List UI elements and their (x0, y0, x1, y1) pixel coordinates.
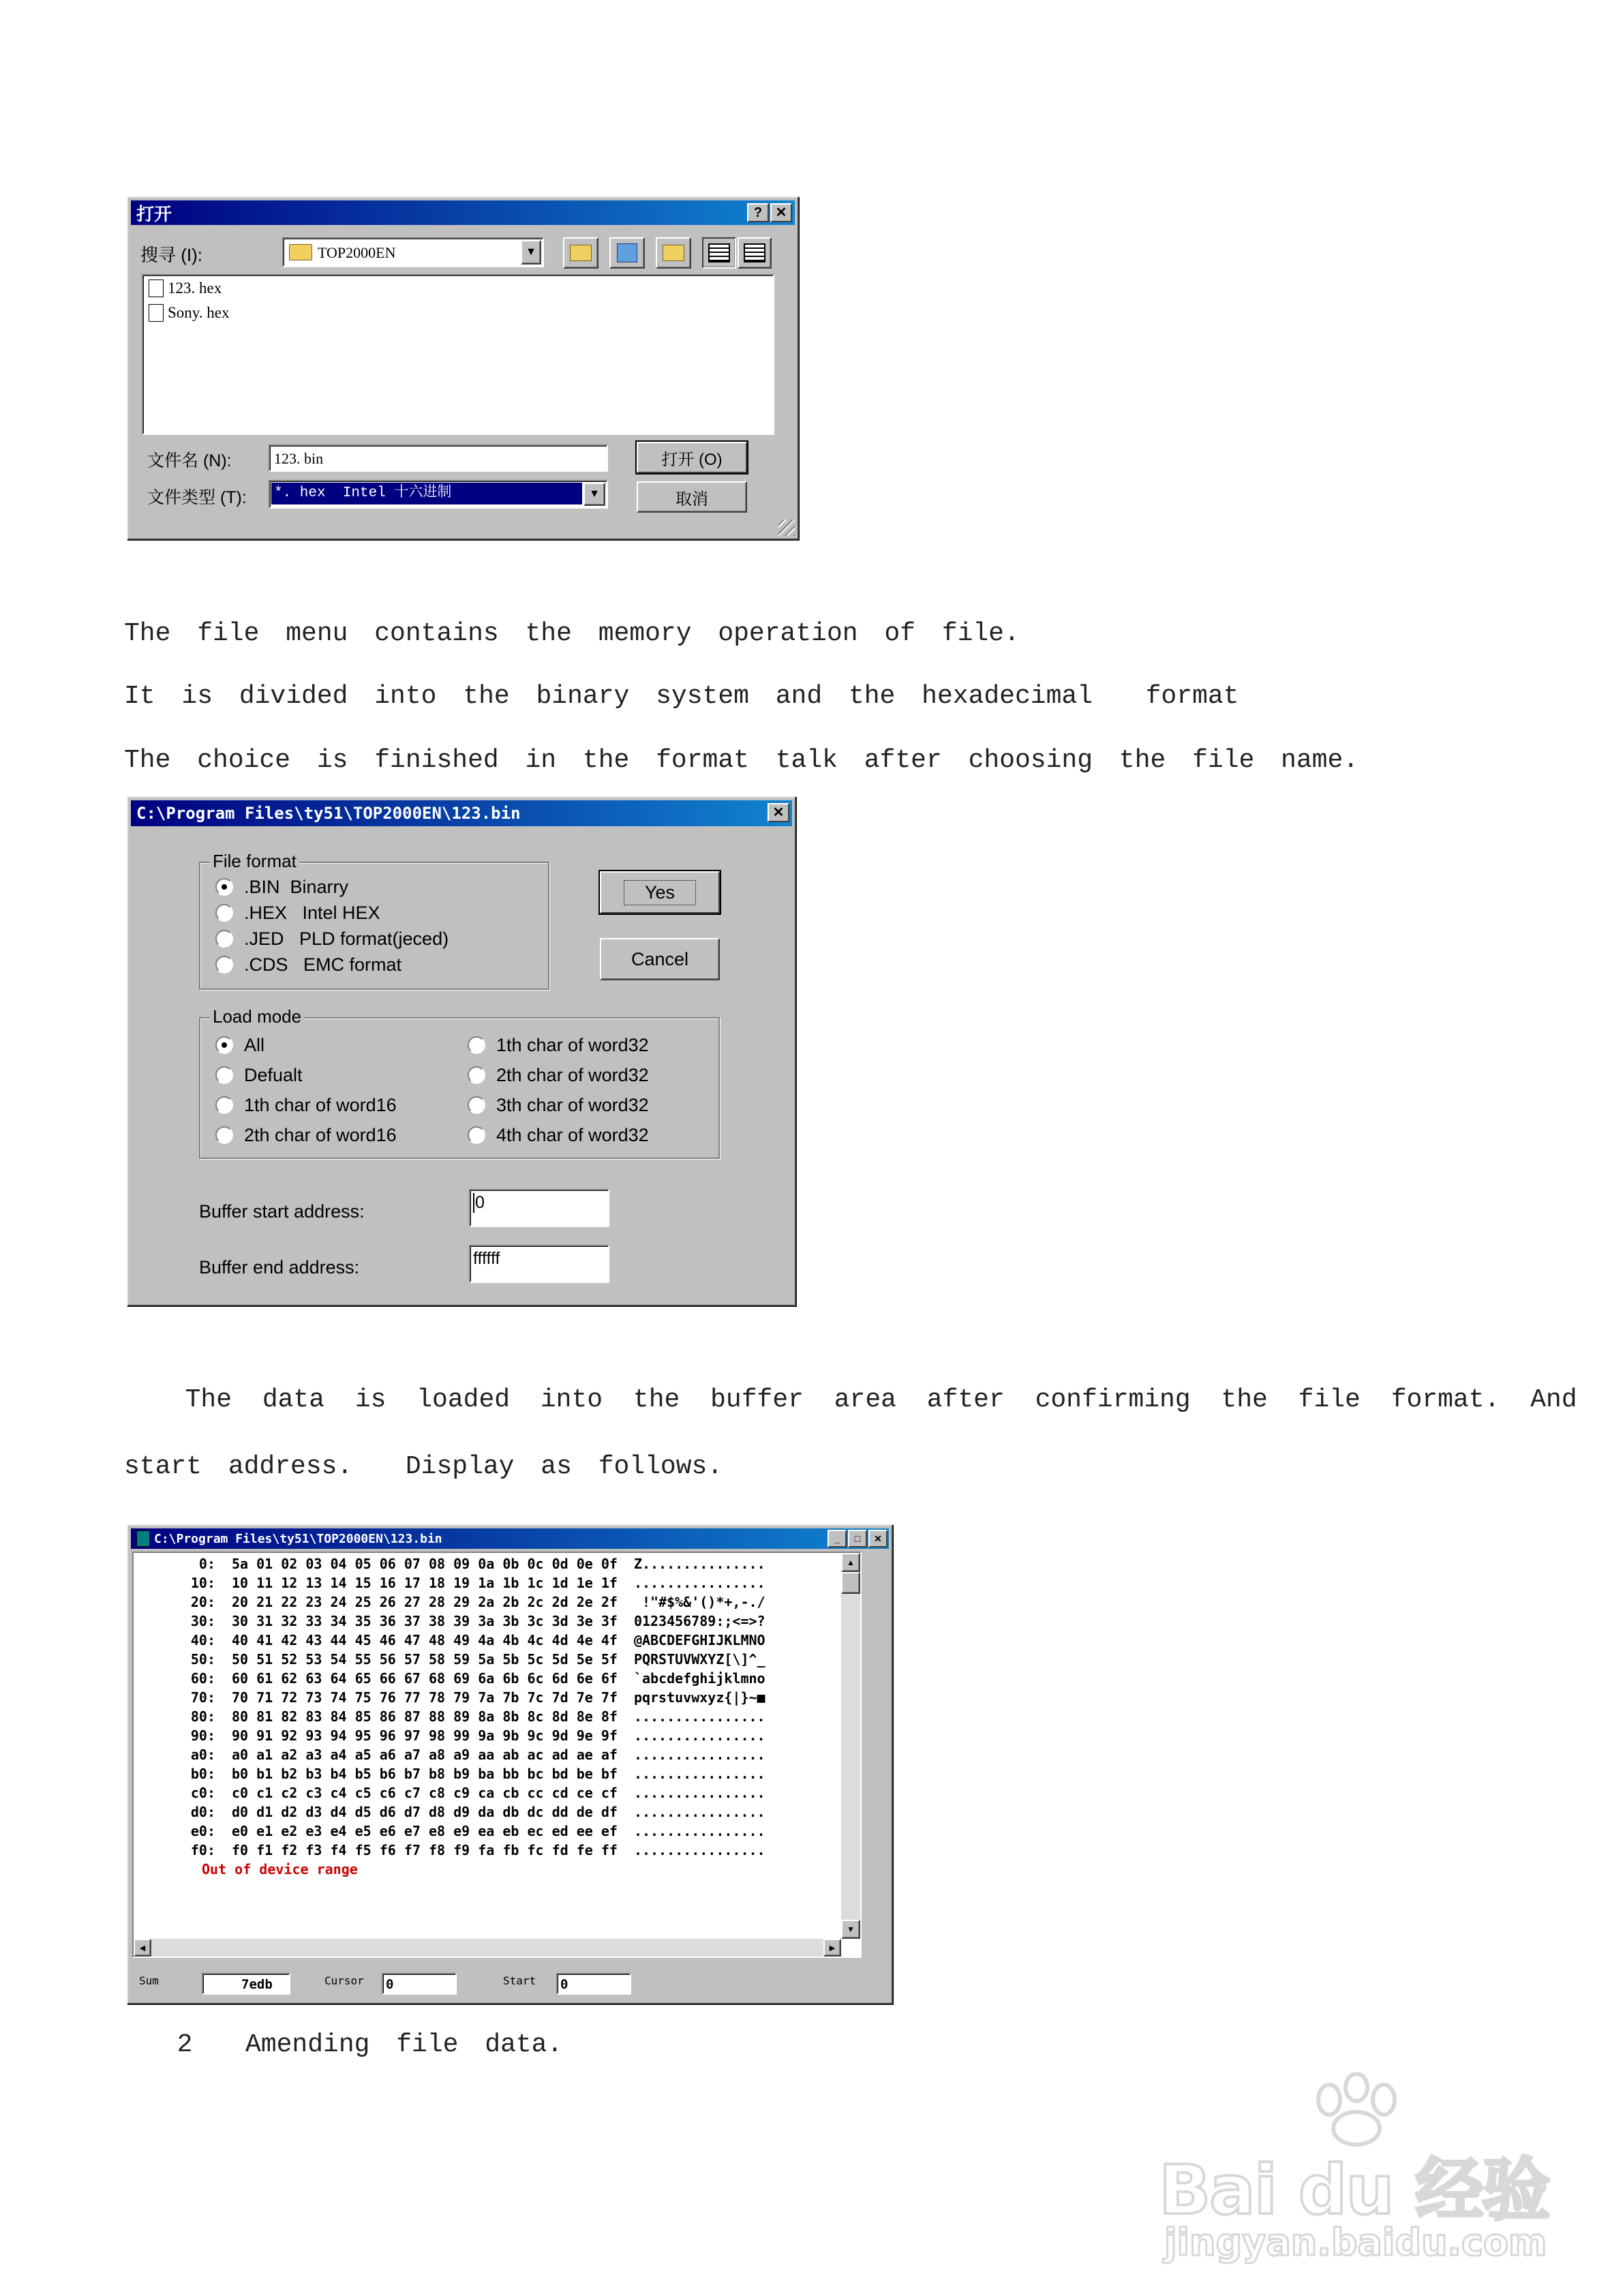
table-row[interactable] (147, 1804, 765, 1820)
hex-ascii: ................ (633, 1747, 765, 1763)
cancel-button-label: Cancel (631, 948, 689, 969)
help-icon: ? (753, 205, 763, 220)
hex-bytes: 60 61 62 63 64 65 66 67 68 69 6a 6b 6c 6d 6e 6f (232, 1670, 618, 1687)
hex-address: 0: (198, 1556, 215, 1572)
radio-3th-word32-label: 3th char of word32 (496, 1095, 649, 1115)
resize-grip-icon[interactable] (778, 519, 795, 536)
scroll-left-button[interactable] (134, 1939, 151, 1957)
hex-address: a0: (190, 1747, 215, 1763)
status-start-label: Start (503, 1974, 536, 1987)
up-folder-icon (570, 245, 592, 261)
out-of-range-message: Out of device range (202, 1861, 358, 1877)
status-cursor-label: Cursor (324, 1974, 364, 1987)
hex-content-area[interactable] (132, 1552, 862, 1958)
hex-bytes: 40 41 42 43 44 45 46 47 48 49 4a 4b 4c 4d 4e 4f (232, 1632, 618, 1648)
scroll-down-button[interactable] (841, 1920, 860, 1939)
file-name: Sony. hex (168, 304, 230, 321)
maximize-icon: □ (854, 1533, 861, 1544)
list-view-button[interactable] (702, 237, 736, 269)
filetype-value: *. hex Intel 十六进制 (271, 483, 582, 504)
table-row[interactable] (147, 1842, 765, 1858)
table-row[interactable] (147, 1689, 765, 1706)
chevron-right-icon: ▶ (829, 1944, 836, 1952)
hex-view-window (127, 1524, 893, 2004)
hex-ascii: ................ (633, 1727, 765, 1744)
hex-ascii: Z............... (633, 1556, 765, 1572)
hex-ascii: @ABCDEFGHIJKLMNO (633, 1632, 765, 1648)
hex-address: d0: (190, 1804, 215, 1820)
new-folder-icon (663, 245, 684, 261)
hex-bytes: 90 91 92 93 94 95 96 97 98 99 9a 9b 9c 9d 9e 9f (232, 1727, 618, 1744)
look-in-arrow-button[interactable] (521, 240, 541, 265)
radio-3th-word32[interactable] (468, 1096, 485, 1114)
watermark-brand: Bai du 经验 (1159, 2150, 1549, 2230)
hex-address: f0: (190, 1842, 215, 1858)
radio-all[interactable] (215, 1036, 233, 1054)
watermark-url: jingyan.baidu.com (1164, 2221, 1547, 2264)
hex-bytes: c0 c1 c2 c3 c4 c5 c6 c7 c8 c9 ca cb cc cd ce cf (232, 1785, 618, 1801)
table-row[interactable] (147, 1708, 765, 1725)
radio-1th-word32-label: 1th char of word32 (496, 1035, 649, 1055)
chevron-left-icon: ◀ (139, 1944, 146, 1952)
list-item[interactable] (149, 280, 222, 297)
chevron-down-icon: ▼ (847, 1924, 855, 1934)
yes-button-label: Yes (624, 881, 695, 905)
hex-address: 40: (190, 1632, 215, 1648)
format-dialog-title: C:\Program Files\ty51\TOP2000EN\123.bin (136, 804, 521, 823)
hex-ascii: ................ (633, 1804, 765, 1820)
buffer-end-label: Buffer end address: (199, 1257, 360, 1278)
open-dialog-title: 打开 (136, 203, 172, 224)
details-view-button[interactable] (738, 237, 772, 269)
help-button[interactable] (747, 203, 769, 222)
hex-address: c0: (190, 1785, 215, 1801)
table-row[interactable] (147, 1766, 765, 1782)
cancel-button[interactable] (637, 481, 747, 513)
hex-address: 60: (190, 1670, 215, 1687)
status-sum-label: Sum (139, 1974, 159, 1987)
hex-ascii: PQRSTUVWXYZ[\]^_ (633, 1651, 765, 1667)
radio-bin-label: .BIN Binarry (244, 877, 349, 897)
hex-bytes: f0 f1 f2 f3 f4 f5 f6 f7 f8 f9 fa fb fc fd fe ff (232, 1842, 618, 1858)
desktop-icon (617, 243, 637, 262)
table-row[interactable] (147, 1785, 765, 1801)
scroll-up-button[interactable] (841, 1553, 860, 1572)
radio-cds-label: .CDS EMC format (244, 954, 402, 975)
hex-ascii: ................ (633, 1823, 765, 1839)
status-sum-value: 7edb (241, 1977, 273, 1992)
hex-address: e0: (190, 1823, 215, 1839)
radio-default[interactable] (215, 1066, 233, 1084)
hex-ascii: ................ (633, 1766, 765, 1782)
table-row[interactable] (147, 1727, 765, 1744)
details-view-icon (744, 243, 765, 262)
hex-address: 80: (190, 1708, 215, 1725)
open-button-label: 打开 (O) (661, 450, 723, 469)
status-start-value: 0 (560, 1977, 568, 1992)
cancel-button[interactable] (600, 938, 720, 980)
radio-jed[interactable] (215, 930, 233, 948)
status-sum-field (202, 1973, 290, 1995)
minimize-icon: _ (834, 1533, 840, 1544)
radio-1th-word16[interactable] (215, 1096, 233, 1114)
radio-4th-word32[interactable] (468, 1126, 485, 1144)
hex-ascii: `abcdefghijklmno (633, 1670, 765, 1687)
hex-bytes: 80 81 82 83 84 85 86 87 88 89 8a 8b 8c 8d 8e 8f (232, 1708, 618, 1725)
buffer-end-input[interactable] (469, 1245, 609, 1283)
radio-default-label: Defualt (244, 1065, 303, 1085)
paragraph-amending: 2 Amending file data. (124, 2030, 563, 2059)
hex-ascii: ................ (633, 1842, 765, 1858)
filename-value: 123. bin (274, 450, 324, 467)
hex-window-titlebar (131, 1528, 889, 1549)
horizontal-scrollbar[interactable] (134, 1939, 841, 1957)
table-row[interactable] (147, 1670, 765, 1687)
look-in-value: TOP2000EN (318, 244, 396, 261)
table-row[interactable] (147, 1594, 765, 1610)
radio-all-label: All (244, 1035, 265, 1055)
table-row[interactable] (147, 1556, 765, 1572)
hex-address: 70: (190, 1689, 215, 1706)
look-in-dropdown[interactable] (282, 237, 544, 267)
paragraph-choice: The choice is finished in the format talk after choosing the file name. (124, 746, 1359, 775)
hex-ascii: 0123456789:;<=>? (633, 1613, 765, 1629)
hex-ascii: ................ (633, 1708, 765, 1725)
open-button[interactable] (637, 442, 747, 473)
radio-1th-word16-label: 1th char of word16 (244, 1095, 397, 1115)
filetype-dropdown[interactable] (269, 480, 608, 509)
hex-bytes: 5a 01 02 03 04 05 06 07 08 09 0a 0b 0c 0d 0e 0f (232, 1556, 618, 1572)
hex-address: 30: (190, 1613, 215, 1629)
radio-2th-word32[interactable] (468, 1066, 485, 1084)
close-button[interactable] (768, 803, 789, 822)
close-icon: ✕ (874, 1533, 882, 1544)
paragraph-file-menu: The file menu contains the memory operation of file. (124, 619, 1020, 648)
file-format-title: File format (210, 851, 299, 872)
cancel-button-label: 取消 (676, 489, 708, 509)
hex-address: b0: (190, 1766, 215, 1782)
minimize-button[interactable] (828, 1530, 847, 1547)
status-start-field (556, 1973, 631, 1995)
scroll-thumb[interactable] (841, 1572, 860, 1594)
maximize-button[interactable] (848, 1530, 867, 1547)
file-icon (149, 280, 164, 297)
look-in-label: 搜寻 (I): (140, 245, 202, 265)
hex-ascii: pqrstuvwxyz{|}~■ (633, 1689, 765, 1706)
open-dialog-titlebar (131, 200, 795, 225)
radio-4th-word32-label: 4th char of word32 (496, 1125, 649, 1145)
status-cursor-field (382, 1973, 457, 1995)
radio-2th-word16-label: 2th char of word16 (244, 1125, 397, 1145)
hex-window-title: C:\Program Files\ty51\TOP2000EN\123.bin (154, 1531, 442, 1546)
list-view-icon (708, 243, 730, 262)
scroll-right-button[interactable] (823, 1939, 841, 1957)
hex-bytes: 10 11 12 13 14 15 16 17 18 19 1a 1b 1c 1d 1e 1f (232, 1575, 618, 1591)
table-row[interactable] (147, 1575, 765, 1591)
buffer-start-input[interactable] (469, 1189, 609, 1227)
close-icon: ✕ (772, 805, 785, 820)
file-name: 123. hex (168, 280, 222, 297)
status-bar (132, 1967, 888, 2000)
radio-cds[interactable] (215, 956, 233, 973)
radio-2th-word32-label: 2th char of word32 (496, 1065, 649, 1085)
load-mode-group (199, 1006, 720, 1159)
radio-bin[interactable] (215, 878, 233, 896)
buffer-start-label: Buffer start address: (199, 1201, 365, 1222)
hex-address: 20: (190, 1594, 215, 1610)
table-row[interactable] (147, 1823, 765, 1839)
table-row[interactable] (147, 1613, 765, 1629)
hex-ascii: ................ (633, 1785, 765, 1801)
hex-bytes: 70 71 72 73 74 75 76 77 78 79 7a 7b 7c 7d 7e 7f (232, 1689, 618, 1706)
table-row[interactable] (147, 1632, 765, 1648)
hex-bytes: 20 21 22 23 24 25 26 27 28 29 2a 2b 2c 2d 2e 2f (232, 1594, 618, 1610)
file-format-group (199, 851, 549, 990)
buffer-end-value: ffffff (473, 1249, 500, 1268)
chevron-down-icon: ▼ (589, 488, 600, 500)
hex-ascii: !"#$%&'()*+,-./ (633, 1594, 765, 1610)
status-cursor-value: 0 (386, 1977, 394, 1992)
file-icon (149, 304, 164, 322)
baidu-watermark (1159, 2072, 1549, 2270)
load-mode-title: Load mode (210, 1006, 304, 1027)
chevron-up-icon: ▲ (847, 1558, 855, 1567)
app-icon (136, 1530, 150, 1547)
hex-address: 90: (190, 1727, 215, 1744)
filetype-label: 文件类型 (T): (147, 488, 247, 507)
table-row[interactable] (147, 1747, 765, 1763)
close-icon: ✕ (775, 205, 787, 220)
radio-2th-word16[interactable] (215, 1126, 233, 1144)
paragraph-data-loaded: The data is loaded into the buffer area after confirming the file format. And (124, 1385, 1577, 1415)
filetype-arrow-button[interactable] (583, 483, 605, 506)
paragraph-divided: It is divided into the binary system and the hexadecimal format (124, 682, 1239, 711)
close-button[interactable] (770, 203, 792, 222)
radio-hex-label: .HEX Intel HEX (244, 903, 380, 923)
filename-input[interactable] (269, 444, 608, 472)
radio-hex[interactable] (215, 904, 233, 922)
vertical-scrollbar[interactable] (841, 1553, 860, 1939)
new-folder-button[interactable] (656, 237, 691, 269)
filename-label: 文件名 (N): (147, 451, 232, 470)
hex-ascii: ................ (633, 1575, 765, 1591)
chevron-down-icon: ▼ (526, 246, 536, 258)
folder-icon (289, 244, 312, 260)
yes-button[interactable] (600, 871, 720, 913)
file-list[interactable] (142, 274, 774, 435)
hex-address: 50: (190, 1651, 215, 1667)
hex-bytes: e0 e1 e2 e3 e4 e5 e6 e7 e8 e9 ea eb ec ed ee ef (232, 1823, 618, 1839)
file-format-dialog (127, 796, 796, 1306)
format-dialog-titlebar (131, 800, 792, 826)
desktop-button[interactable] (609, 237, 645, 269)
hex-address: 10: (190, 1575, 215, 1591)
up-folder-button[interactable] (563, 237, 598, 269)
hex-bytes: d0 d1 d2 d3 d4 d5 d6 d7 d8 d9 da db dc dd de df (232, 1804, 618, 1820)
hex-bytes: 50 51 52 53 54 55 56 57 58 59 5a 5b 5c 5d 5e 5f (232, 1651, 618, 1667)
close-button[interactable] (868, 1530, 888, 1547)
table-row[interactable] (147, 1651, 765, 1667)
hex-bytes: a0 a1 a2 a3 a4 a5 a6 a7 a8 a9 aa ab ac ad ae af (232, 1747, 618, 1763)
hex-bytes: 30 31 32 33 34 35 36 37 38 39 3a 3b 3c 3d 3e 3f (232, 1613, 618, 1629)
hex-bytes: b0 b1 b2 b3 b4 b5 b6 b7 b8 b9 ba bb bc bd be bf (232, 1766, 618, 1782)
list-item[interactable] (149, 304, 230, 322)
buffer-start-value: 0 (473, 1193, 485, 1213)
paragraph-start-address: start address. Display as follows. (124, 1452, 723, 1481)
open-file-dialog (127, 196, 799, 540)
radio-1th-word32[interactable] (468, 1036, 485, 1054)
radio-jed-label: .JED PLD format(jeced) (244, 928, 449, 949)
hex-rows (147, 1556, 860, 1957)
